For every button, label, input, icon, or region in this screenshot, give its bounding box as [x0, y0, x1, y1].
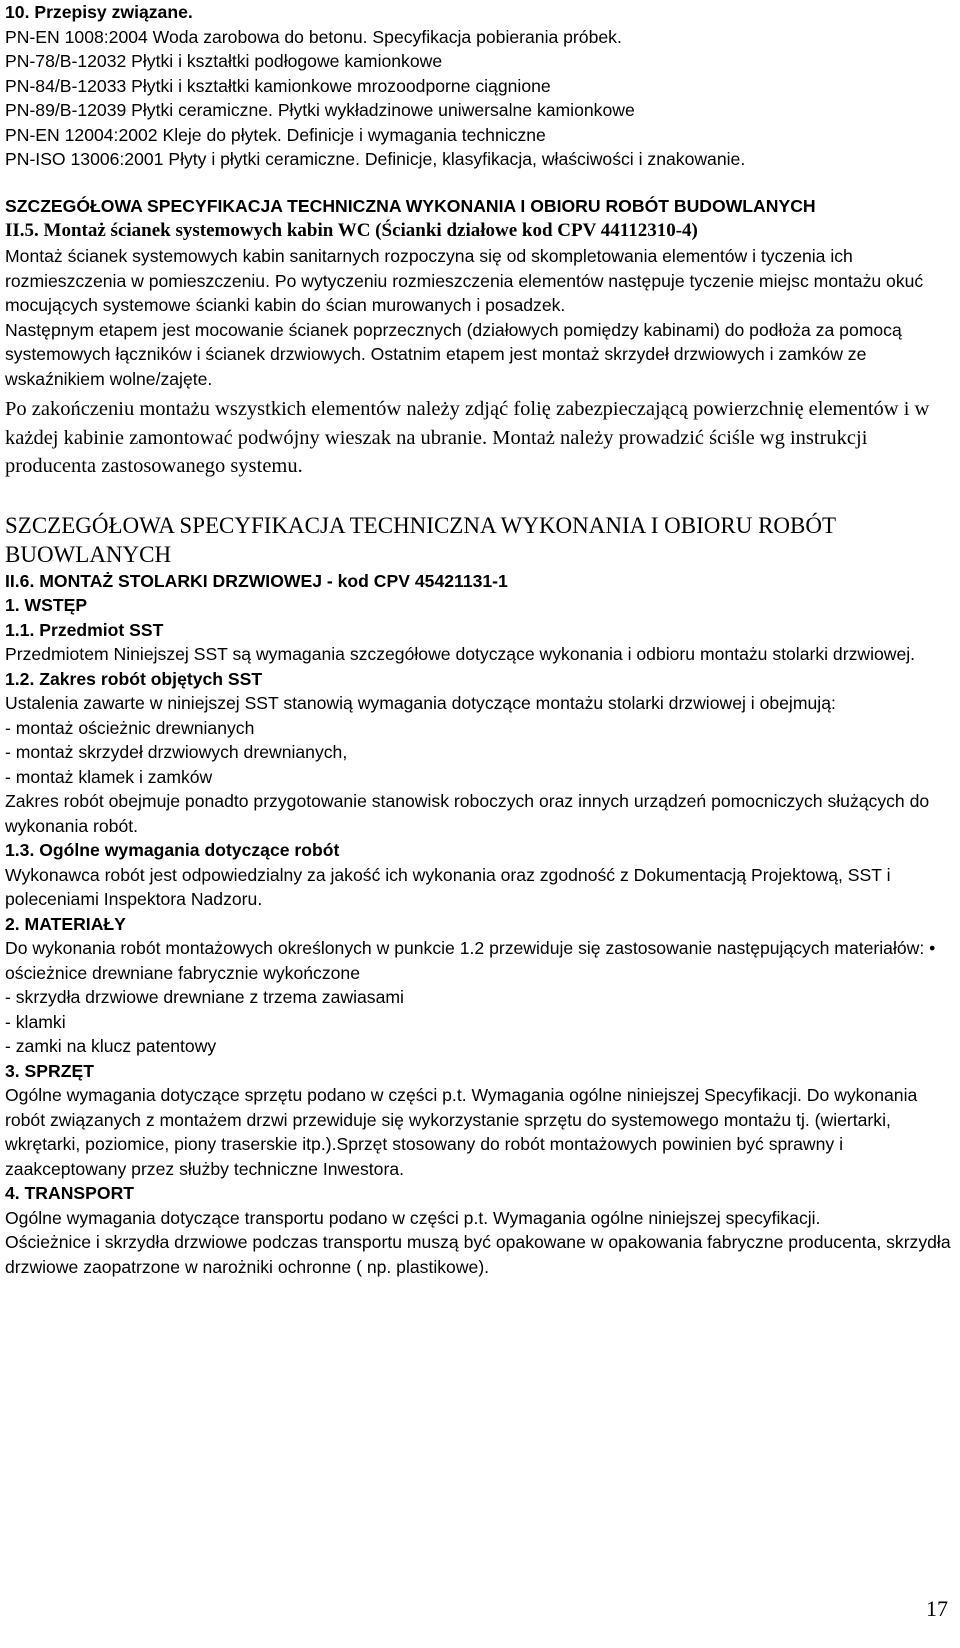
section-heading: 2. MATERIAŁY	[5, 913, 126, 934]
regulation-line: PN-EN 12004:2002 Kleje do płytek. Definicje i wymagania techniczne	[5, 124, 546, 145]
body-paragraph-serif: Po zakończeniu montażu wszystkich elementów należy zdjąć folię zabezpieczającą powierzchnię elementów i w każdej kabinie zamontować podwójny wieszak na ubranie. Montaż należy prowadzić ściśle wg instrukcji producenta zastosowanego systemu.	[5, 398, 930, 477]
spec-title: SZCZEGÓŁOWA SPECYFIKACJA TECHNICZNA WYKONANIA I OBIORU ROBÓT BUDOWLANYCH	[5, 195, 816, 216]
list-item: - montaż skrzydeł drzwiowych drewnianych,	[5, 742, 348, 762]
spec-title: SZCZEGÓŁOWA SPECYFIKACJA TECHNICZNA WYKONANIA I OBIORU ROBÓT BUOWLANYCH	[5, 512, 836, 567]
list-item: - skrzydła drzwiowe drewniane z trzema zawiasami	[5, 987, 404, 1007]
regulation-line: PN-78/B-12032 Płytki i kształtki podłogowe kamionkowe	[5, 51, 443, 71]
list-item: - klamki	[5, 1011, 66, 1032]
body-paragraph: drzwiowe zaopatrzone w narożniki ochronne ( np. plastikowe).	[5, 1256, 490, 1277]
regulation-line: PN-EN 1008:2004 Woda zarobowa do betonu. Specyfikacja pobierania próbek.	[5, 26, 622, 47]
regulation-line: PN-89/B-12039 Płytki ceramiczne. Płytki wykładzinowe uniwersalne kamionkowe	[5, 100, 635, 120]
body-paragraph: Przedmiotem Niniejszej SST są wymagania szczegółowe dotyczące wykonania i odbioru montażu stolarki drzwiowej.	[5, 644, 916, 664]
section-heading: 1.2. Zakres robót objętych SST	[5, 668, 263, 689]
body-paragraph: Zakres robót obejmuje ponadto przygotowanie stanowisk roboczych oraz innych urządzeń pomocniczych służących do wykonania robót.	[5, 791, 930, 836]
spec-subtitle: II.6. MONTAŻ STOLARKI DRZWIOWEJ - kod CPV 45421131-1	[5, 570, 508, 591]
body-paragraph: Następnym etapem jest mocowanie ścianek poprzecznych (działowych pomiędzy kabinami) do podłoża za pomocą systemowych łączników i ścianek drzwiowych. Ostatnim etapem jest montaż skrzydeł drzwiowych i zamków ze wskaźnikiem wolne/zajęte.	[5, 319, 902, 389]
regulation-line: PN-84/B-12033 Płytki i kształtki kamionkowe mrozoodporne ciągnione	[5, 75, 551, 96]
section-heading-regulations: 10. Przepisy związane.	[5, 2, 193, 22]
section-heading: 4. TRANSPORT	[5, 1183, 135, 1203]
body-paragraph: Ogólne wymagania dotyczące sprzętu podano w części p.t. Wymagania ogólne niniejszej Specyfikacji. Do wykonania robót związanych z montażem drzwi przewiduje się wykorzystanie sprzętu do systemowego montażu tj. (wiertarki, wkrętarki, poziomice, piony traserskie itp.).Sprzęt stosowany do robót montażowych powinien być sprawny i zaakceptowany przez służby techniczne Inwestora.	[5, 1085, 918, 1179]
list-item: - montaż klamek i zamków	[5, 766, 213, 787]
body-paragraph: Ogólne wymagania dotyczące transportu podano w części p.t. Wymagania ogólne niniejszej specyfikacji.	[5, 1207, 821, 1228]
section-heading: 1.1. Przedmiot SST	[5, 619, 164, 640]
section-heading: 3. SPRZĘT	[5, 1060, 94, 1081]
body-paragraph: Wykonawca robót jest odpowiedzialny za jakość ich wykonania oraz zgodność z Dokumentacją Projektową, SST i poleceniami Inspektora Nadzoru.	[5, 864, 891, 909]
body-paragraph: Ustalenia zawarte w niniejszej SST stanowią wymagania dotyczące montażu stolarki drzwiowej i obejmują:	[5, 693, 836, 713]
section-heading: 1.3. Ogólne wymagania dotyczące robót	[5, 840, 340, 860]
body-paragraph: Ościeżnice i skrzydła drzwiowe podczas transportu muszą być opakowane w opakowania fabryczne producenta, skrzydła	[5, 1232, 951, 1252]
page-number: 17	[926, 1596, 948, 1621]
section-heading: 1. WSTĘP	[5, 595, 88, 615]
list-item: - zamki na klucz patentowy	[5, 1036, 217, 1056]
document-page	[5, 0, 955, 1279]
body-paragraph: Montaż ścianek systemowych kabin sanitarnych rozpoczyna się od skompletowania elementów i tyczenia ich rozmieszczenia w pomieszczeniu. Po wytyczeniu rozmieszczenia elementów następuje tyczenie miejsc montażu okuć mocujących systemowe ścianki kabin do ścian murowanych i posadzek.	[5, 246, 924, 315]
spec-subtitle: II.5. Montaż ścianek systemowych kabin WC (Ścianki działowe kod CPV 44112310-4)	[5, 220, 698, 241]
list-item: - montaż ościeżnic drewnianych	[5, 717, 255, 738]
body-paragraph: Do wykonania robót montażowych określonych w punkcie 1.2 przewiduje się zastosowanie następujących materiałów: • ościeżnice drewniane fabrycznie wykończone	[5, 938, 936, 983]
regulation-line: PN-ISO 13006:2001 Płyty i płytki ceramiczne. Definicje, klasyfikacja, właściwości i znakowanie.	[5, 149, 746, 169]
